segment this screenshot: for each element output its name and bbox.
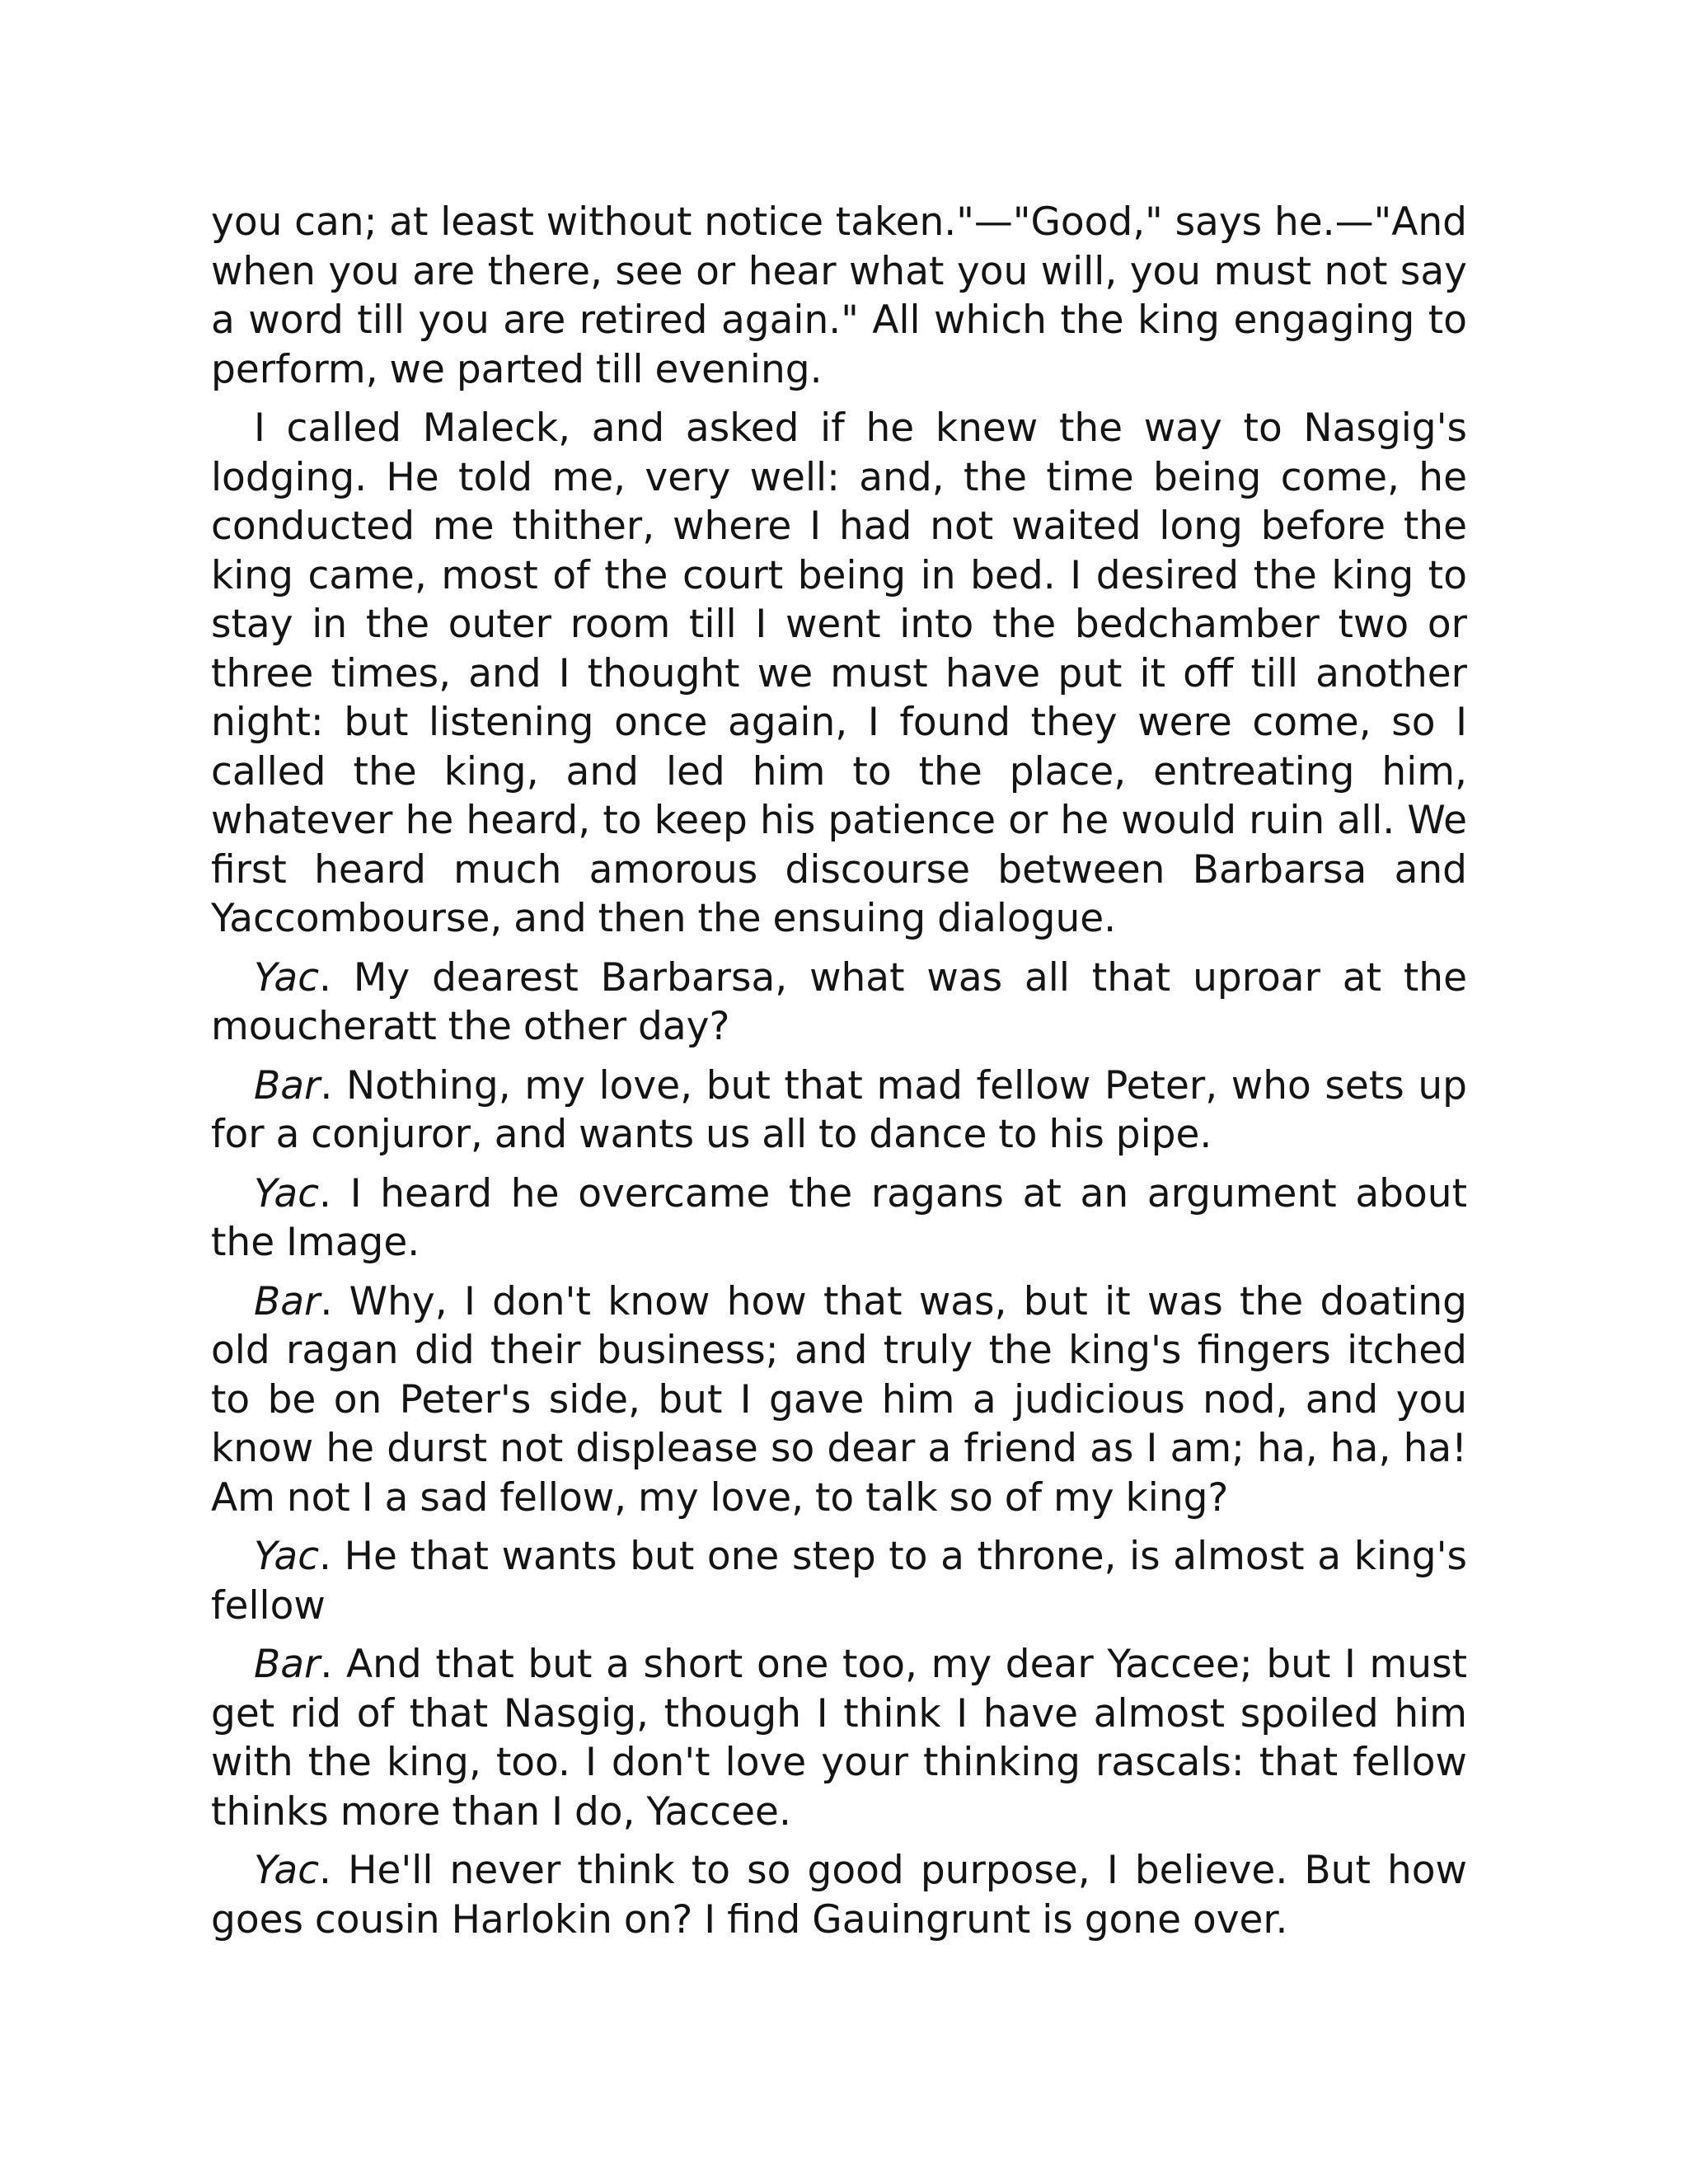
book-page (211, 198, 1467, 1954)
dialogue-line (211, 1062, 1467, 1160)
dialogue-line (211, 954, 1467, 1052)
dialogue-text: . Nothing, my love, but that mad fellow Peter, who sets up for a conjuror, and wants us all to dance to his pipe. (211, 1062, 1467, 1157)
dialogue-line (211, 1277, 1467, 1523)
paragraph: you can; at least without notice taken."—"Good," says he.—"And when you are there, see or hear what you will, you must not say a word till you are retired again." All which the king engaging to perform, we parted till evening. (211, 199, 1467, 392)
speaker-name: Bar (254, 1642, 321, 1687)
speaker-name: Yac (254, 1170, 320, 1216)
dialogue-line (211, 1640, 1467, 1836)
speaker-name: Yac (254, 954, 320, 1001)
dialogue-text: . He'll never think to so good purpose, I believe. But how goes cousin Harlokin on? I find Gauingrunt is gone over. (211, 1848, 1467, 1943)
speaker-name: Bar (254, 1062, 321, 1108)
dialogue-line (211, 1532, 1467, 1630)
dialogue-text: . My dearest Barbarsa, what was all that uproar at the moucheratt the other day? (211, 954, 1467, 1049)
dialogue-text: . He that wants but one step to a throne, is almost a king's fellow (211, 1534, 1467, 1629)
speaker-name: Bar (254, 1278, 321, 1324)
speaker-name: Yac (254, 1848, 320, 1893)
dialogue-text: . And that but a short one too, my dear Yaccee; but I must get rid of that Nasgig, though I think I have almost spoiled him with the king, too. I don't love your thinking rascals: that fellow thinks more than I do, Yaccee. (211, 1642, 1467, 1835)
paragraph: I called Maleck, and asked if he knew the way to Nasgig's lodging. He told me, very well: and, the time being come, he conducted me thither, where I had not waited long before the king came, most of the court being in bed. I desired the king to stay in the outer room till I went into the bedchamber two or three times, and I thought we must have put it off till another night: but listening once again, I found they were come, so I called the king, and led him to the place, entreating him, whatever he heard, to keep his patience or he would ruin all. We first heard much amorous discourse between Barbarsa and Yaccombourse, and then the ensuing dialogue. (211, 405, 1467, 941)
speaker-name: Yac (254, 1534, 320, 1579)
dialogue-text: . I heard he overcame the ragans at an argument about the Image. (211, 1170, 1467, 1265)
dialogue-line (211, 1169, 1467, 1268)
dialogue-text: . Why, I don't know how that was, but it was the doating old ragan did their business; and truly the king's fingers itched to be on Peter's side, but I gave him a judicious nod, and you know he durst not displease so dear a friend as I am; ha, ha, ha! Am not I a sad fellow, my love, to talk so of my king? (211, 1278, 1467, 1521)
dialogue-line (211, 1846, 1467, 1944)
